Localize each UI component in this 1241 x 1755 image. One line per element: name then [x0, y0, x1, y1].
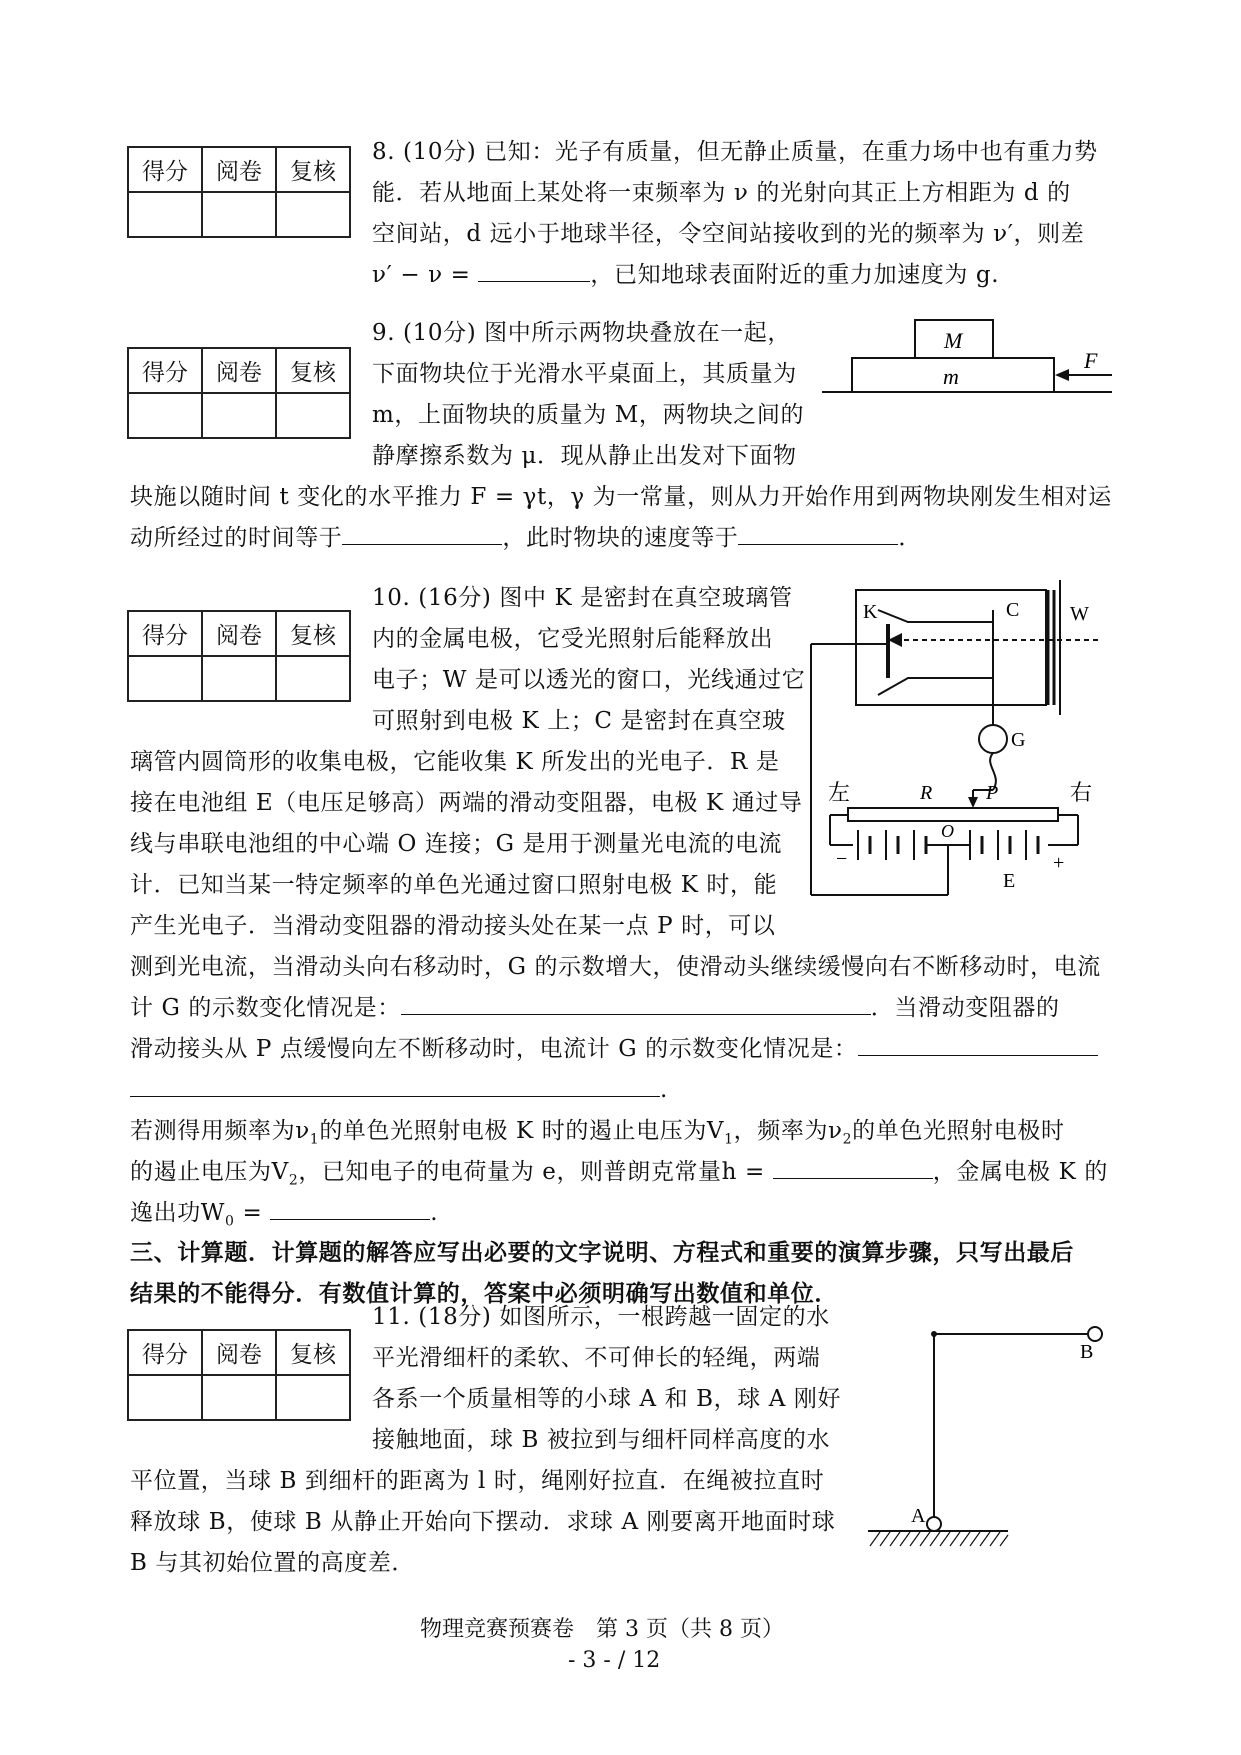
label-P: P [986, 782, 999, 804]
score-header-yuejuan: 阅卷 [202, 348, 276, 393]
label-C: C [1006, 599, 1020, 621]
question-8: 8. (10分) 已知：光子有质量，但无静止质量，在重力场中也有重力势 能．若从地面上某处将一束频率为 ν 的光射向其正上方相距为 d 的 空间站，d 远小于地球半径，令空间站接收到的光的频率为 ν′，则差 ν′ − ν = ，已知地球表面附近的重力加速度为 g. [372, 139, 1098, 288]
question-10-cont: 璃管内圆筒形的收集电极，它能收集 K 所发出的光电子．R 是 接在电池组 E（电压足够高）两端的滑动变阻器，电极 K 通过导 线与串联电池组的中心端 O 连接；G 是用于测量光电流的电流 计．已知当某一特定频率的单色光通过窗口照射电极 K 时，能 产生光电子．当滑动变阻器的滑动接头处在某一点 P 时，可以 [130, 749, 803, 939]
label-W: W [1070, 603, 1089, 625]
answer-blank-q10-planck[interactable] [773, 1154, 933, 1179]
score-header-fuhe: 复核 [276, 147, 350, 192]
score-header-defen: 得分 [128, 1330, 202, 1375]
score-header-defen: 得分 [128, 611, 202, 656]
answer-blank-q10-left-b[interactable] [130, 1072, 660, 1097]
score-header-yuejuan: 阅卷 [202, 147, 276, 192]
answer-blank-q10-workfunction[interactable] [270, 1195, 430, 1220]
answer-blank-q10-right[interactable] [401, 990, 871, 1015]
label-R: R [920, 782, 933, 804]
label-O: O [941, 821, 954, 841]
footer-title: 物理竞赛预赛卷 第 3 页（共 8 页） [420, 1617, 784, 1642]
question-9: 9. (10分) 图中所示两物块叠放在一起， 下面物块位于光滑水平桌面上，其质量为 m，上面物块的质量为 M，两物块之间的 静摩擦系数为 μ．现从静止出发对下面物 [372, 320, 805, 469]
score-table-q8 [127, 146, 351, 238]
q10-circuit-figure [808, 580, 1108, 910]
footer-page-number: - 3 - / 12 [568, 1648, 661, 1673]
label-ball-A: A [911, 1505, 926, 1527]
score-header-defen: 得分 [128, 348, 202, 393]
label-K: K [863, 601, 878, 623]
score-header-yuejuan: 阅卷 [202, 1330, 276, 1375]
question-10-cont2: 测到光电流，当滑动头向右移动时，G 的示数增大，使滑动头继续缓慢向右不断移动时，电流 计 G 的示数变化情况是： ．当滑动变阻器的 滑动接头从 P 点缓慢向左不断移动时，电流计 G 的示数变化情况是： . 若测得用频率为$\nu_1$的单色光照射电极 K 时的遏止电压为$V_1$，频率为$\nu_2$的单色光照射电极时 的遏止电压为$V_2$，已知电子的电荷量为 e，则普朗克常量h = ，金属电极 K 的 逸出功$W_0$ = . [130, 954, 1108, 1230]
question-10: 10. (16分) 图中 K 是密封在真空玻璃管 内的金属电极，它受光照射后能释放出 电子；W 是可以透光的窗口，光线通过它 可照射到电极 K 上；C 是密封在真空玻 [372, 585, 806, 734]
answer-blank-q8[interactable] [478, 257, 590, 282]
score-header-yuejuan: 阅卷 [202, 611, 276, 656]
score-table-q11 [127, 1329, 351, 1421]
label-right: 右 [1070, 780, 1093, 805]
block-label-upper: M [944, 328, 963, 353]
question-11-cont: 平位置，当球 B 到细杆的距离为 l 时，绳刚好拉直．在绳被拉直时 释放球 B，使球 B 从静止开始向下摆动．求球 A 刚要离开地面时球 B 与其初始位置的高度差． [130, 1468, 836, 1576]
score-header-fuhe: 复核 [276, 1330, 350, 1375]
answer-blank-q9-time[interactable] [342, 520, 502, 545]
label-G: G [1011, 729, 1026, 751]
label-ball-B: B [1080, 1341, 1094, 1363]
score-header-fuhe: 复核 [276, 611, 350, 656]
section-3-heading: 三、计算题．计算题的解答应写出必要的文字说明、方程式和重要的演算步骤，只写出最后 结果的不能得分．有数值计算的，答案中必须明确写出数值和单位． [130, 1239, 1074, 1307]
force-label: F [1084, 348, 1098, 373]
score-table-q9 [127, 347, 351, 439]
answer-blank-q10-left-a[interactable] [858, 1031, 1098, 1056]
question-11: 11. (18分) 如图所示，一根跨越一固定的水 平光滑细杆的柔软、不可伸长的轻绳，两端 各系一个质量相等的小球 A 和 B，球 A 刚好 接触地面，球 B 被拉到与细杆同样高度的水 [372, 1304, 842, 1453]
score-header-fuhe: 复核 [276, 348, 350, 393]
q9-blocks-figure [822, 318, 1142, 408]
score-header-defen: 得分 [128, 147, 202, 192]
label-left: 左 [828, 780, 851, 805]
label-plus: + [1053, 852, 1065, 874]
answer-blank-q9-velocity[interactable] [738, 520, 898, 545]
score-table-q10 [127, 610, 351, 702]
q11-pendulum-figure [858, 1318, 1118, 1558]
question-9-cont: 块施以随时间 t 变化的水平推力 F = γt，γ 为一常量，则从力开始作用到两物块刚发生相对运 动所经过的时间等于 ，此时物块的速度等于 ． [130, 484, 1112, 551]
label-E: E [1003, 870, 1016, 892]
block-label-lower: m [943, 364, 959, 389]
label-minus: − [836, 848, 848, 870]
